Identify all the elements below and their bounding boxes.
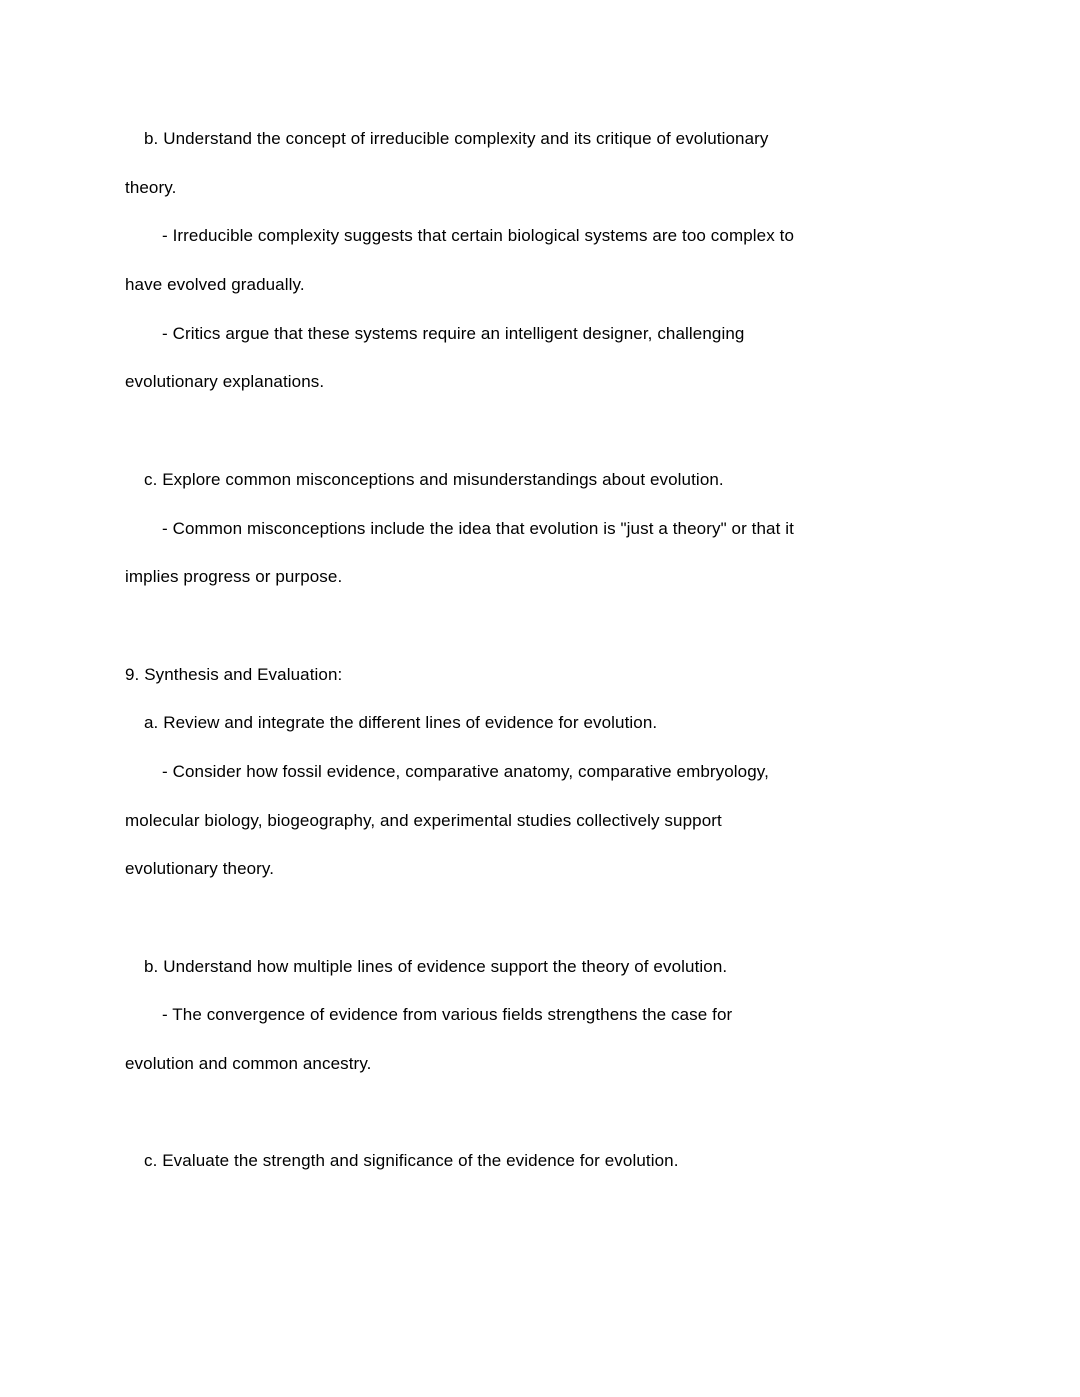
text-line: molecular biology, biogeography, and experimental studies collectively support — [125, 810, 722, 830]
text-line: - Critics argue that these systems require an intelligent designer, challenging — [162, 323, 745, 343]
text-line: - The convergence of evidence from various fields strengthens the case for — [162, 1005, 733, 1025]
text-line: 9. Synthesis and Evaluation: — [125, 664, 343, 684]
text-line: theory. — [125, 177, 177, 197]
text-line: b. Understand how multiple lines of evidence support the theory of evolution. — [144, 956, 728, 976]
blank-line — [125, 407, 950, 456]
text-line: b. Understand the concept of irreducible complexity and its critique of evolutionary — [144, 129, 769, 148]
text-line: evolution and common ancestry. — [125, 1054, 372, 1074]
blank-line — [125, 894, 950, 943]
text-line: - Consider how fossil evidence, comparative anatomy, comparative embryology, — [162, 761, 769, 781]
text-line: evolutionary theory. — [125, 859, 275, 879]
text-line: implies progress or purpose. — [125, 567, 343, 587]
text-line: evolutionary explanations. — [125, 372, 325, 392]
text-line: - Common misconceptions include the idea that evolution is "just a theory" or that it — [162, 518, 794, 538]
text-line: c. Explore common misconceptions and misunderstandings about evolution. — [144, 469, 724, 489]
text-line: a. Review and integrate the different lines of evidence for evolution. — [144, 713, 658, 733]
blank-line — [125, 1089, 950, 1138]
text-line: - Irreducible complexity suggests that certain biological systems are too complex to — [162, 226, 795, 246]
blank-line — [125, 602, 950, 651]
text-line: have evolved gradually. — [125, 275, 305, 295]
text-line: c. Evaluate the strength and significance of the evidence for evolution. — [144, 1151, 679, 1171]
document-body — [125, 115, 950, 1186]
